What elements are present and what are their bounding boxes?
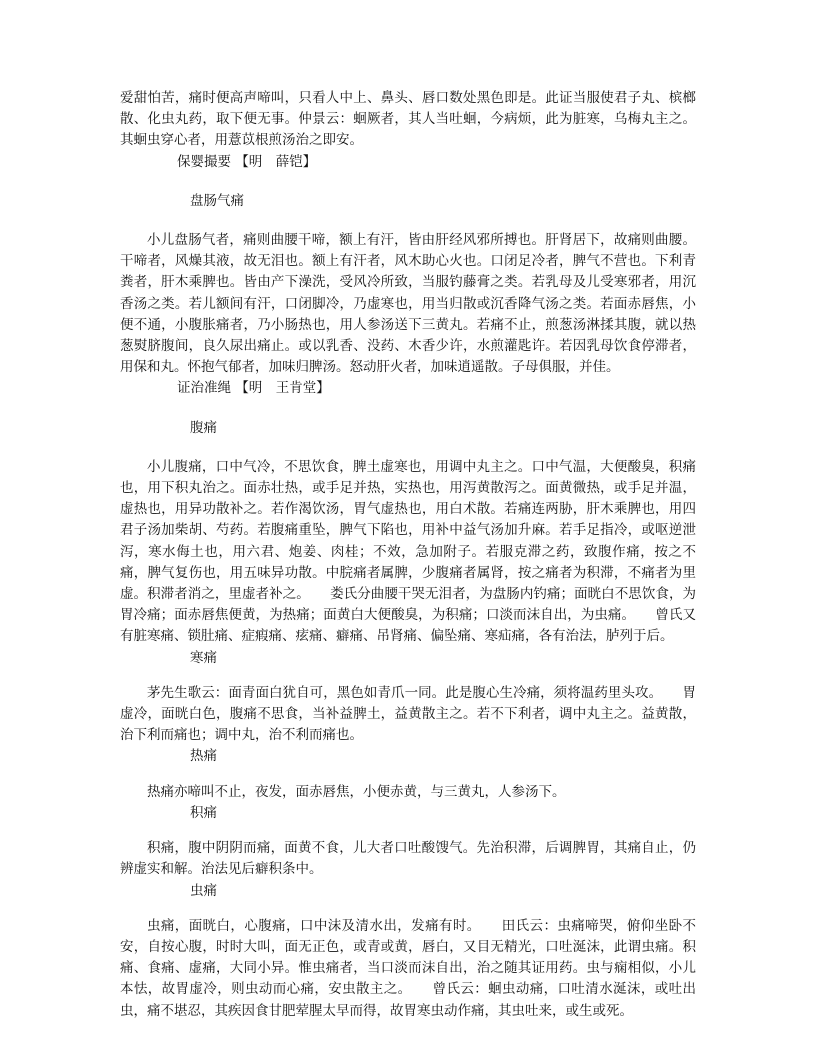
paragraph-futong: 小儿腹痛，口中气冷，不思饮食，脾土虚寒也，用调中丸主之。口中气温，大便酸臭，积痛也，用下积丸治之。面赤壮热，或手足并热，实热也，用泻黄散泻之。面黄微热，或手足并温，虚热也，用异功散补之。若作渴饮汤，胃气虚热也，用白术散。若痛连两胁，肝木乘脾也，用四君子汤加柴胡、芍药。若腹痛重坠，脾气下陷也，用补中益气汤加升麻。若手足指冷，或呕逆泄泻，寒水侮土也，用六君、炮姜、肉桂；不效，急加附子。若服克滞之药，致腹作痛，按之不痛，脾气复伤也，用五味异功散。中脘痛者属脾，少腹痛者属肾，按之痛者为积滞，不痛者为里虚。积滞者消之，里虚者补之。 娄氏分曲腰干哭无泪者，为盘肠内钓痛；面晄白不思饮食，为胃冷痛；面赤唇焦便黄，为热痛；面黄白大便酸臭，为积痛；口淡而沫自出，为虫痛。 曾氏又有脏寒痛、锁肚痛、症瘕痛、痃痛、癖痛、吊肾痛、偏坠痛、寒疝痛，各有治法，胪列于后。 [120,458,696,645]
paragraph-panchang: 小儿盘肠气者，痛则曲腰干啼，额上有汗，皆由肝经风邪所搏也。肝肾居下，故痛则曲腰。干啼者，风燥其液，故无泪也。额上有汗者，风木助心火也。口闭足冷者，脾气不营也。下利青粪者，肝木乘脾也。皆由产下澡洗，受风冷所致，当服钓藤膏之类。若乳母及儿受寒邪者，用沉香汤之类。若儿额间有汗，口闭脚冷，乃虚寒也，用当归散或沉香降气汤之类。若面赤唇焦，小便不通，小腹胀痛者，乃小肠热也，用人参汤送下三黄丸。若痛不止，煎葱汤淋揉其腹，就以热葱熨脐腹间，良久尿出痛止。或以乳香、没药、木香少许，水煎灌匙许。若因乳母饮食停滞者，用保和丸。怀抱气郁者，加味归脾汤。怒动肝火者，加味逍遥散。子母俱服，并佳。 [120,232,696,376]
paragraph-retong: 热痛亦啼叫不止，夜发，面赤唇焦，小便赤黄，与三黄丸，人参汤下。 [147,783,566,800]
intro-paragraph: 爱甜怕苦，痛时便高声啼叫，只看人中上、鼻头、唇口数处黑色即是。此证当服使君子丸、槟榔散、化虫丸药，取下便无事。仲景云：蛔厥者，其人当吐蛔，今病烦，此为脏寒，乌梅丸主之。其蛔虫穿心者，用薏苡根煎汤治之即安。 [120,90,696,149]
section-heading-hantong: 寒痛 [190,649,217,666]
source-citation-baoying: 保婴撮要 【明 薛铠】 [177,153,317,170]
section-heading-retong: 热痛 [190,748,217,765]
section-heading-jitong: 积痛 [190,804,217,821]
source-citation-zhengzhi: 证治准绳 【明 王肯堂】 [177,380,330,397]
paragraph-jitong: 积痛，腹中阴阴而痛，面黄不食，儿大者口吐酸馊气。先治积滞，后调脾胃，其痛自止，仍辨虚实和解。治法见后癖积条中。 [120,840,696,878]
section-heading-chongtong: 虫痛 [190,882,217,899]
paragraph-chongtong: 虫痛，面晄白，心腹痛，口中沫及清水出，发痛有时。 田氏云：虫痛啼哭，俯仰坐卧不安，自按心腹，时时大叫，面无正色，或青或黄，唇白，又目无精光，口吐涎沫，此谓虫痛。积痛、食痛、虚痛，大同小异。惟虫痛者，当口淡而沫自出，治之随其证用药。虫与痫相似，小儿本怯，故胃虚冷，则虫动而心痛，安虫散主之。 曾氏云：蛔虫动痛，口吐清水涎沫，或吐出虫，痛不堪忍，其疾因食甘肥荤腥太早而得，故胃寒虫动作痛，其虫吐来，或生或死。 [120,917,696,1019]
section-heading-futong: 腹痛 [190,419,217,436]
paragraph-hantong: 茅先生歌云：面青面白犹自可，黑色如青爪一同。此是腹心生冷痛，须将温药里头攻。 胃虚冷，面晄白色，腹痛不思食，当补益脾土，益黄散主之。若不下利者，调中丸主之。益黄散，治下利而痛也；调中丸，治不利而痛也。 [120,684,696,744]
section-heading-panchang: 盘肠气痛 [190,192,244,209]
document-page [120,88,696,1022]
